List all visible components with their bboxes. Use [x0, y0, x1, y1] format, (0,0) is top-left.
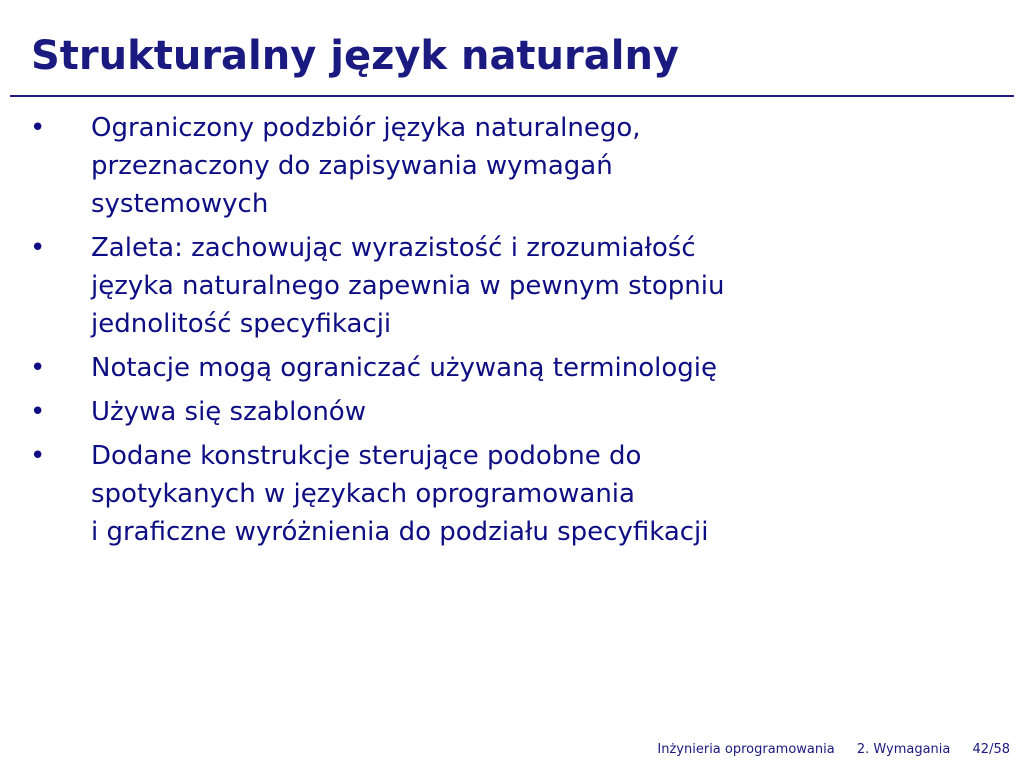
footer-page-number: 42/58 [972, 742, 1010, 757]
footer-course: Inżynieria oprogramowania [657, 742, 835, 757]
bullet-text-line: Używa się szablonów [91, 397, 366, 427]
bullet-item [30, 109, 990, 223]
bullet-item [30, 437, 990, 551]
slide-footer [657, 742, 1010, 758]
bullet-item [30, 349, 990, 387]
bullet-text-line: systemowych [91, 189, 269, 219]
bullet-item [30, 393, 990, 431]
bullet-icon: • [30, 233, 46, 263]
bullet-item [30, 229, 990, 343]
bullet-text-line: przeznaczony do zapisywania wymagań [91, 151, 613, 181]
bullet-text-line: Ograniczony podzbiór języka naturalnego, [91, 113, 641, 143]
bullet-text-line: Zaleta: zachowując wyrazistość i zrozumiałość [91, 233, 696, 263]
bullet-icon: • [30, 397, 46, 427]
bullet-text-line: języka naturalnego zapewnia w pewnym stopniu [91, 271, 725, 301]
bullet-icon: • [30, 113, 46, 143]
bullet-list [30, 109, 990, 557]
title-divider [10, 95, 1014, 97]
bullet-text-line: Dodane konstrukcje sterujące podobne do [91, 441, 642, 471]
bullet-text-line: jednolitość specyfikacji [91, 309, 392, 339]
bullet-text-line: i graficzne wyróżnienia do podziału specyfikacji [91, 517, 709, 547]
footer-section: 2. Wymagania [856, 742, 951, 757]
slide-title: Strukturalny język naturalny [31, 33, 680, 79]
bullet-text-line: Notacje mogą ograniczać używaną terminologię [91, 353, 717, 383]
bullet-icon: • [30, 353, 46, 383]
bullet-icon: • [30, 441, 46, 471]
bullet-text-line: spotykanych w językach oprogramowania [91, 479, 635, 509]
